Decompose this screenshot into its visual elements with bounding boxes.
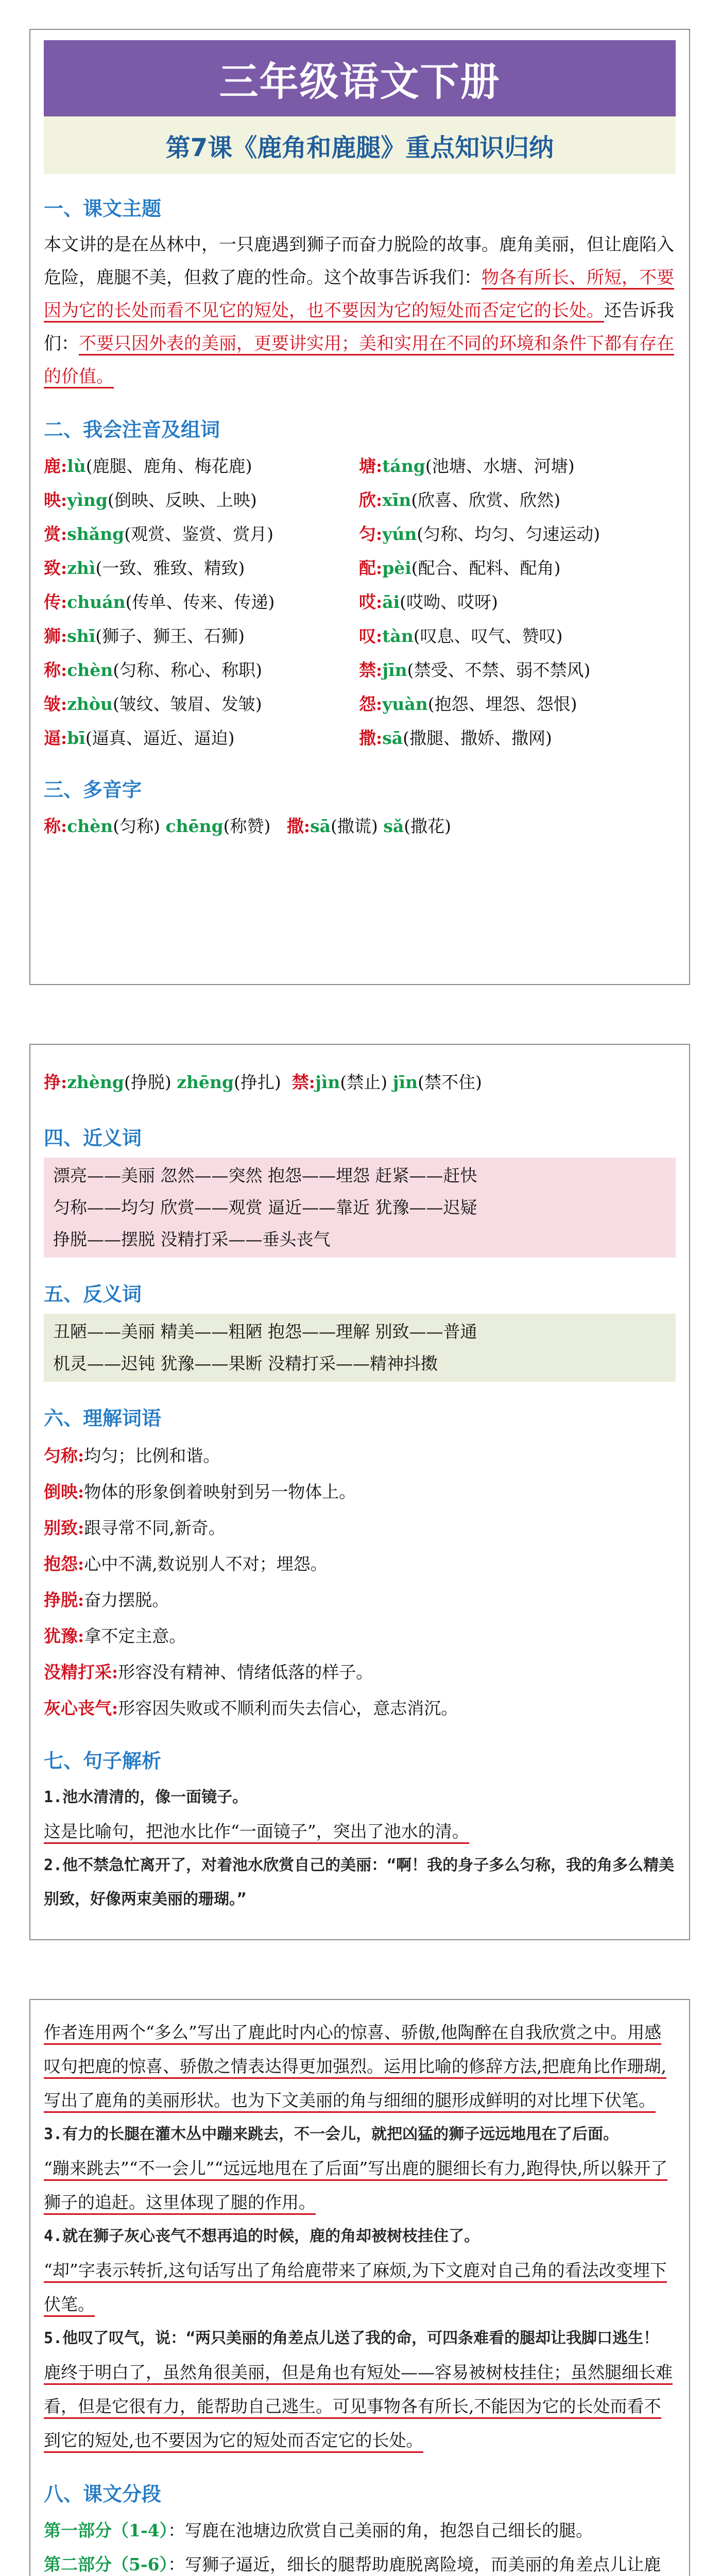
pinyin-cell: 映:yìng(倒映、反映、上映) <box>44 490 257 510</box>
synonym-row: 匀称——均匀 欣赏——观赏 逼近——靠近 犹豫——迟疑 <box>53 1197 477 1217</box>
pinyin-cell: 塘:táng(池塘、水塘、河塘) <box>359 456 575 476</box>
page-title: 三年级语文下册 <box>44 40 676 116</box>
synonyms-box <box>44 1158 676 1258</box>
sentence-question-4: 4.就在狮子灰心丧气不想再追的时候，鹿的角却被树枝挂住了。 <box>44 2227 480 2245</box>
vocab-item: 灰心丧气:形容因失败或不顺利而失去信心，意志消沉。 <box>44 1698 458 1718</box>
theme-text-a: 本文讲的是在丛林中，一只鹿遇到狮子而奋力脱险的故事。鹿角美丽，但让鹿陷入危险，鹿腿不美，但救了鹿的性命。这个故事告诉我们： <box>44 234 674 288</box>
antonyms-box <box>44 1314 676 1382</box>
polyphone-line-2: 挣:zhèng(挣脱) zhēng(挣扎) 禁:jìn(禁止) jīn(禁不住) <box>44 1072 482 1092</box>
sentence-answer-2: 作者连用两个“多么”写出了鹿此时内心的惊喜、骄傲,他陶醉在自我欣赏之中。用感叹句把鹿的惊喜、骄傲之情表达得更加强烈。运用比喻的修辞方法,把鹿角比作珊瑚,写出了鹿角的美丽形状。也为下文美丽的角与细细的腿形成鲜明的对比埋下伏笔。 <box>44 2015 676 2117</box>
section-heading-vocabulary: 六、理解词语 <box>44 1407 162 1430</box>
vocabulary-list <box>44 1438 676 1726</box>
sentence-question-5: 5.他叹了叹气，说：“两只美丽的角差点儿送了我的命，可四条难看的腿却让我脚口逃生！ <box>44 2329 659 2347</box>
pinyin-cell: 配:pèi(配合、配料、配角) <box>359 558 561 578</box>
sentence-answer-3: “蹦来跳去”“不一会儿”“远远地甩在了后面”写出鹿的腿细长有力,跑得快,所以躲开了狮子的追赶。这里体现了腿的作用。 <box>44 2151 676 2219</box>
antonym-row: 机灵——迟钝 犹豫——果断 没精打采——精神抖擞 <box>53 1353 438 1374</box>
pinyin-cell: 哎:āi(哎呦、哎呀) <box>359 592 498 612</box>
section-heading-parts: 八、课文分段 <box>44 2483 162 2505</box>
pinyin-cell: 禁:jīn(禁受、不禁、弱不禁风) <box>359 660 591 680</box>
pinyin-cell: 欣:xīn(欣喜、欣赏、欣然) <box>359 490 561 510</box>
vocab-item: 别致:跟寻常不同,新奇。 <box>44 1518 226 1538</box>
vocab-item: 抱怨:心中不满,数说别人不对；埋怨。 <box>44 1554 328 1574</box>
pinyin-cell: 匀:yún(匀称、均匀、匀速运动) <box>359 524 600 544</box>
theme-text-c: 还告诉我们： <box>44 300 674 354</box>
pinyin-cell: 传:chuán(传单、传来、传递) <box>44 592 275 612</box>
sentence-answer-1: 这是比喻句，把池水比作“一面镜子”，突出了池水的清。 <box>44 1815 676 1849</box>
section-heading-synonyms: 四、近义词 <box>44 1127 142 1149</box>
pinyin-cell: 鹿:lù(鹿腿、鹿角、梅花鹿) <box>44 456 252 476</box>
pinyin-cell: 赏:shǎng(观赏、鉴赏、赏月) <box>44 524 273 544</box>
sentence-question-1: 1.池水清清的，像一面镜子。 <box>44 1788 248 1806</box>
part-item: 第一部分（1-4）：写鹿在池塘边欣赏自己美丽的角，抱怨自己细长的腿。 <box>44 2520 593 2540</box>
synonym-row: 漂亮——美丽 忽然——突然 抱怨——埋怨 赶紧——赶快 <box>53 1165 477 1185</box>
section-heading-sentences: 七、句子解析 <box>44 1750 162 1772</box>
lesson-subtitle: 第7课《鹿角和鹿腿》重点知识归纳 <box>44 116 676 174</box>
theme-paragraph <box>44 228 676 393</box>
section-heading-pinyin: 二、我会注音及组词 <box>44 418 220 441</box>
pinyin-grid <box>44 449 676 755</box>
part-item: 第二部分（5-6）：写狮子逼近，细长的腿帮助鹿脱离险境，而美丽的角差点儿让鹿 <box>44 2554 661 2574</box>
pinyin-cell: 致:zhì(一致、雅致、精致) <box>44 558 245 578</box>
card-3 <box>29 1999 690 2576</box>
vocab-item: 倒映:物体的形象倒着映射到另一物体上。 <box>44 1482 356 1502</box>
pinyin-cell: 撒:sā(撒腿、撒娇、撒网) <box>359 728 552 748</box>
vocab-item: 匀称:均匀；比例和谐。 <box>44 1446 220 1466</box>
section-heading-polyphone: 三、多音字 <box>44 778 142 801</box>
theme-text-d: 不要只因外表的美丽，更要讲实用；美和实用在不同的环境和条件下都有存在的价值。 <box>44 333 674 388</box>
pinyin-cell: 称:chèn(匀称、称心、称职) <box>44 660 263 680</box>
vocab-item: 没精打采:形容没有精神、情绪低落的样子。 <box>44 1662 373 1682</box>
sentence-question-2: 2.他不禁急忙离开了，对着池水欣赏自己的美丽：“啊！我的身子多么匀称，我的角多么精美别致，好像两束美丽的珊瑚。” <box>44 1856 675 1908</box>
vocab-item: 犹豫:拿不定主意。 <box>44 1626 186 1646</box>
pinyin-cell: 皱:zhòu(皱纹、皱眉、发皱) <box>44 694 262 714</box>
section-heading-theme: 一、课文主题 <box>44 197 162 220</box>
polyphone-line-1: 称:chèn(匀称) chēng(称赞) 撒:sā(撒谎) sǎ(撒花) <box>44 816 452 836</box>
section-heading-antonyms: 五、反义词 <box>44 1283 142 1306</box>
card-2 <box>29 1044 690 1940</box>
sentence-answer-5: 鹿终于明白了，虽然角很美丽，但是角也有短处——容易被树枝挂住；虽然腿细长难看，但是它很有力，能帮助自己逃生。可见事物各有所长,不能因为它的长处而看不到它的短处,也不要因为它的短处而否定它的长处。 <box>44 2355 676 2458</box>
card-1 <box>29 29 690 985</box>
synonym-row: 挣脱——摆脱 没精打采——垂头丧气 <box>53 1229 331 1249</box>
sentence-question-3: 3.有力的长腿在灌木丛中蹦来跳去，不一会儿，就把凶猛的狮子远远地甩在了后面。 <box>44 2125 619 2143</box>
antonym-row: 丑陋——美丽 精美——粗陋 抱怨——理解 别致——普通 <box>53 1321 477 1342</box>
pinyin-cell: 狮:shī(狮子、狮王、石狮) <box>44 626 245 646</box>
theme-text-b: 物各有所长、所短，不要因为它的长处而看不见它的短处，也不要因为它的短处而否定它的长处。 <box>44 267 674 323</box>
sentence-answer-4: “却”字表示转折,这句话写出了角给鹿带来了麻烦,为下文鹿对自己角的看法改变埋下伏笔。 <box>44 2253 676 2321</box>
pinyin-cell: 怨:yuàn(抱怨、埋怨、怨恨) <box>359 694 577 714</box>
vocab-item: 挣脱:奋力摆脱。 <box>44 1590 169 1610</box>
pinyin-cell: 叹:tàn(叹息、叹气、赞叹) <box>359 626 563 646</box>
pinyin-cell: 逼:bī(逼真、逼近、逼迫) <box>44 728 235 748</box>
